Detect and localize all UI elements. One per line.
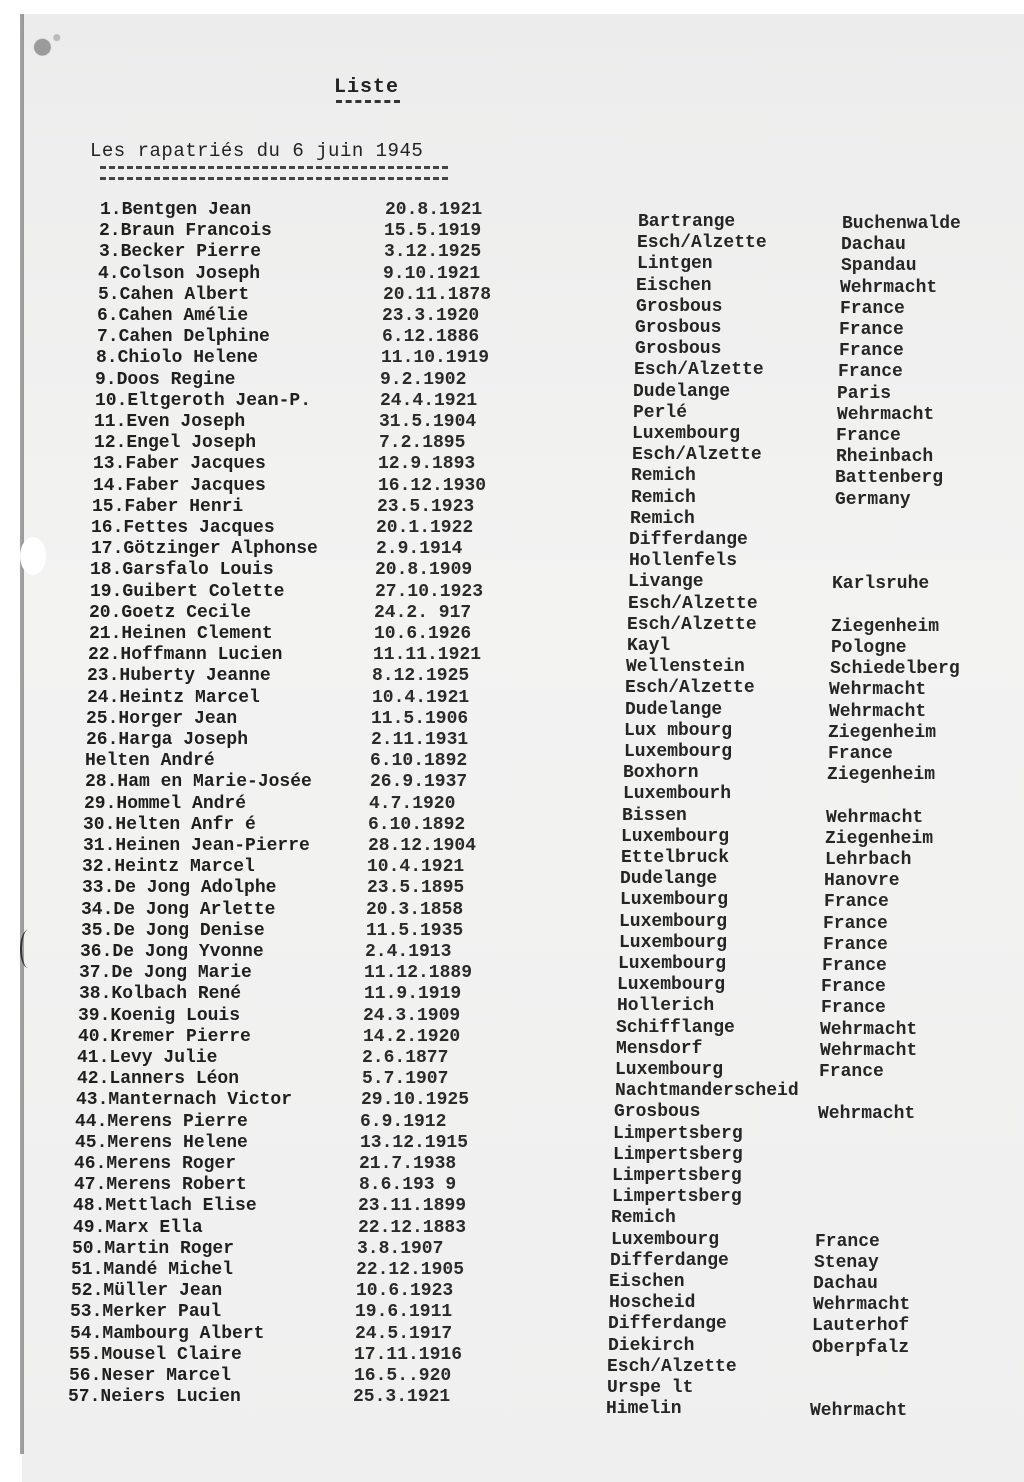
entry-place: Remich [611,1208,676,1229]
entry-name: 57.Neiers Lucien [68,1387,241,1408]
entry-name: 9.Doos Regine [95,369,236,390]
entry-birthdate: 22.12.1883 [358,1217,467,1238]
entry-name: 23.Huberty Jeanne [87,666,271,687]
entry-place: Nachtmanderscheid [615,1081,799,1102]
entry-name: 7.Cahen Delphine [97,327,270,348]
entry-place: Urspe lt [607,1378,694,1398]
entry-destination: France [822,956,887,976]
entry-place: Grosbous [635,339,722,360]
page-subtitle: Les rapatriés du 6 juin 1945 [90,140,424,162]
entry-birthdate: 3.12.1925 [384,242,482,263]
entry-name: 37.De Jong Marie [79,963,252,984]
entry-destination: Wehrmacht [820,1040,918,1061]
entry-birthdate: 11.5.1906 [371,708,469,729]
entry-birthdate: 16.5..920 [354,1366,452,1386]
entry-name: 14.Faber Jacques [93,475,266,496]
entry-place: Differdange [610,1250,729,1271]
entry-birthdate: 20.8.1909 [375,560,473,581]
entry-birthdate: 20.8.1921 [385,200,483,220]
entry-birthdate: 11.12.1889 [364,963,473,984]
entry-place: Lintgen [637,254,713,275]
entry-destination: France [823,934,888,955]
entry-birthdate: 28.12.1904 [368,836,477,856]
entry-birthdate: 24.3.1909 [363,1005,461,1026]
entry-name: 36.De Jong Yvonne [80,942,264,962]
entry-place: Diekirch [608,1335,695,1356]
entry-name: 21.Heinen Clement [89,624,273,644]
entry-name: 17.Götzinger Alphonse [91,539,318,560]
entry-place: Luxembourg [632,424,741,444]
entry-birthdate: 11.5.1935 [366,920,464,941]
entry-birthdate: 6.10.1892 [368,814,466,835]
entry-name: 1.Bentgen Jean [100,200,252,220]
entry-place: Mensdorf [616,1038,703,1059]
entry-place: Dudelange [620,869,718,890]
entry-destination: France [821,998,886,1019]
entry-name: 33.De Jong Adolphe [82,878,277,899]
entry-name: 42.Lanners Léon [77,1069,240,1090]
entry-destination: Wehrmacht [826,807,924,828]
entry-name: 52.Müller Jean [71,1281,223,1302]
entry-birthdate: 23.5.1923 [377,496,475,517]
entry-destination: Karlsruhe [832,574,930,595]
entry-birthdate: 10.6.1926 [374,624,472,644]
entry-place: Boxhorn [623,763,699,784]
entry-destination: Oberpfalz [812,1337,910,1358]
entry-name: 40.Kremer Pierre [78,1026,251,1047]
entry-birthdate: 24.2. 917 [374,602,472,623]
entry-birthdate: 12.9.1893 [378,454,476,475]
entry-destination: Dachau [841,235,906,256]
entry-place: Remich [630,508,695,529]
entry-birthdate: 19.6.1911 [355,1302,453,1323]
entry-name: 6.Cahen Amélie [97,306,249,326]
entry-destination: France [815,1231,880,1252]
entry-birthdate: 23.3.1920 [382,306,480,326]
entry-name: 30.Helten Anfr é [83,814,256,835]
entry-birthdate: 8.12.1925 [372,666,470,687]
entry-destination: France [821,977,886,998]
entry-birthdate: 26.9.1937 [370,772,468,793]
entry-place: Esch/Alzette [607,1356,737,1377]
entry-birthdate: 6.12.1886 [382,327,480,348]
entry-place: Esch/Alzette [627,614,757,635]
entry-birthdate: 8.6.193 9 [359,1175,457,1196]
entry-birthdate: 23.5.1895 [367,878,465,899]
entry-name: 18.Garsfalo Louis [90,560,274,581]
entry-destination: Wehrmacht [837,404,935,425]
entry-name: 53.Merker Paul [70,1302,222,1323]
entry-destination: Ziegenheim [825,828,934,849]
entry-destination: Wehrmacht [829,701,927,722]
entry-name: 38.Kolbach René [79,984,242,1005]
entry-name: 26.Harga Joseph [86,730,249,750]
entry-name: 5.Cahen Albert [98,284,250,305]
entry-place: Luxembourh [623,784,732,805]
entry-birthdate: 22.12.1905 [356,1260,465,1280]
entry-place: Esch/Alzette [637,233,767,254]
entry-birthdate: 15.5.1919 [384,221,482,242]
entry-place: Kayl [627,636,671,656]
entry-place: Esch/Alzette [625,678,755,699]
entry-birthdate: 24.4.1921 [380,390,478,411]
entry-birthdate: 5.7.1907 [362,1069,449,1090]
entry-name: 50.Martin Roger [72,1238,235,1259]
entry-place: Luxembourg [619,932,728,953]
entry-name: 43.Manternach Victor [76,1090,293,1111]
entry-birthdate: 11.10.1919 [381,348,490,369]
entry-birthdate: 7.2.1895 [379,433,466,454]
entry-destination: Wehrmacht [840,277,938,298]
entry-destination: Pologne [831,638,907,658]
entry-name: 35.De Jong Denise [81,920,265,941]
entry-destination: France [836,426,901,446]
entry-place: Eischen [636,275,712,296]
entry-destination: France [819,1062,884,1082]
entry-name: 4.Colson Joseph [98,263,261,284]
entry-name: 12.Engel Joseph [94,433,257,454]
entry-birthdate: 13.12.1915 [360,1132,469,1153]
entry-name: 45.Merens Helene [75,1132,248,1153]
entry-birthdate: 20.11.1878 [383,284,492,305]
entry-birthdate: 2.4.1913 [365,942,452,962]
entry-destination: France [839,341,904,362]
entry-name: 39.Koenig Louis [78,1005,241,1026]
entry-place: Esch/Alzette [634,360,764,381]
entry-place: Luxembourg [621,826,730,847]
entry-destination: Ziegenheim [827,765,936,786]
entry-destination: Lehrbach [825,850,912,870]
entry-destination: Wehrmacht [818,1104,916,1125]
entry-destination: Ziegenheim [828,722,937,743]
entry-place: Differdange [608,1314,727,1335]
entry-destination: France [840,298,905,319]
entry-birthdate: 24.5.1917 [355,1323,453,1344]
entry-destination: Buchenwalde [842,214,961,234]
entry-destination: Stenay [814,1252,879,1273]
entry-name: 47.Merens Robert [74,1175,247,1196]
entry-name: 22.Hoffmann Lucien [88,645,283,666]
entry-birthdate: 3.8.1907 [357,1238,444,1259]
entry-destination: Ziegenheim [831,616,940,637]
entry-destination: Hanovre [824,871,900,892]
entry-destination: Spandau [841,256,917,277]
table-row [0,1387,1024,1422]
entry-name: 48.Mettlach Elise [73,1196,257,1217]
entry-name: 8.Chiolo Helene [96,348,259,369]
entry-name: 3.Becker Pierre [99,242,262,263]
entry-place: Esch/Alzette [628,593,758,614]
entry-place: Grosbous [635,318,722,338]
entry-name: 46.Merens Roger [74,1154,237,1174]
entry-birthdate: 2.11.1931 [371,730,469,750]
entry-destination: France [839,320,904,340]
entry-destination: France [824,892,889,913]
entry-place: Luxembourg [619,911,728,932]
entry-name: 2.Braun Francois [99,221,272,242]
entry-birthdate: 21.7.1938 [359,1154,457,1174]
entry-place: Dudelange [625,699,723,720]
entry-name: 16.Fettes Jacques [91,518,275,538]
entry-birthdate: 20.1.1922 [376,518,474,538]
entry-place: Bartrange [638,212,736,232]
entry-place: Remich [631,487,696,508]
entry-birthdate: 6.10.1892 [370,751,468,772]
entry-name: 19.Guibert Colette [90,581,285,602]
entry-name: 41.Levy Julie [77,1048,218,1068]
entry-place: Remich [631,466,696,487]
entry-name: Helten André [85,751,215,772]
entry-name: 34.De Jong Arlette [81,899,276,920]
entry-place: Eischen [609,1272,685,1292]
entry-destination: Lauterhof [812,1316,910,1337]
page-title: Liste [334,76,400,99]
entry-birthdate: 31.5.1904 [379,412,477,432]
entry-birthdate: 25.3.1921 [353,1387,451,1408]
entry-name: 32.Heintz Marcel [82,857,255,878]
entry-name: 25.Horger Jean [86,708,238,729]
entry-destination: Wehrmacht [829,680,927,701]
entry-name: 24.Heintz Marcel [87,687,260,708]
entry-place: Lux mbourg [624,720,733,741]
entry-name: 56.Neser Marcel [69,1366,232,1386]
entry-birthdate: 10.4.1921 [372,687,470,708]
entry-name: 54.Mambourg Albert [70,1323,265,1344]
entry-name: 55.Mousel Claire [69,1344,242,1365]
entry-destination: Battenberg [835,468,944,489]
entry-place: Luxembourg [611,1229,720,1250]
entry-place: Grosbous [614,1102,701,1123]
entry-destination: France [828,744,893,764]
entry-birthdate: 4.7.1920 [369,793,456,814]
entry-name: 10.Eltgeroth Jean-P. [95,390,312,411]
entry-birthdate: 14.2.1920 [363,1026,461,1047]
entry-name: 28.Ham en Marie-Josée [85,772,312,793]
entry-birthdate: 23.11.1899 [358,1196,467,1217]
entry-birthdate: 2.6.1877 [362,1048,449,1068]
entry-birthdate: 16.12.1930 [378,475,487,496]
entry-place: Luxembourg [617,975,726,996]
entry-place: Luxembourg [615,1060,724,1080]
entry-destination: France [823,913,888,934]
entry-name: 31.Heinen Jean-Pierre [83,836,310,856]
entry-name: 29.Hommel André [84,793,247,814]
entry-place: Luxembourg [620,890,729,911]
entry-birthdate: 10.6.1923 [356,1281,454,1302]
entry-place: Wellenstein [626,657,745,678]
entry-birthdate: 11.9.1919 [364,984,462,1005]
entry-destination: Schiedelberg [830,659,960,680]
entry-name: 13.Faber Jacques [93,454,266,475]
entry-place: Luxembourg [624,742,733,762]
entry-place: Hoscheid [609,1293,696,1314]
entry-destination: Wehrmacht [820,1019,918,1040]
entry-destination: France [838,362,903,383]
entry-destination: Germany [835,489,911,510]
entry-place: Differdange [629,530,748,550]
entry-place: Limpertsberg [612,1187,742,1208]
entry-name: 51.Mandé Michel [71,1260,234,1280]
entry-name: 49.Marx Ella [73,1217,203,1238]
entry-birthdate: 6.9.1912 [360,1111,447,1132]
entry-place: Limpertsberg [613,1123,743,1144]
entry-birthdate: 2.9.1914 [376,539,463,560]
entry-place: Schifflange [616,1017,735,1038]
entry-place: Hollerich [617,996,715,1017]
entry-place: Luxembourg [618,954,727,974]
entry-place: Limpertsberg [613,1144,743,1165]
entry-place: Limpertsberg [612,1166,742,1186]
entry-destination: Rheinbach [836,447,934,468]
entry-place: Grosbous [636,296,723,317]
entry-destination: Wehrmacht [813,1295,911,1316]
entry-birthdate: 20.3.1858 [366,899,464,920]
entry-name: 44.Merens Pierre [75,1111,248,1132]
entry-place: Hollenfels [629,551,738,572]
entry-name: 11.Even Joseph [94,412,246,432]
entry-name: 15.Faber Henri [92,496,244,517]
entry-birthdate: 9.10.1921 [383,263,481,284]
entry-birthdate: 27.10.1923 [375,581,484,602]
entry-birthdate: 17.11.1916 [354,1344,463,1365]
entry-birthdate: 11.11.1921 [373,645,482,666]
entry-name: 20.Goetz Cecile [89,602,252,623]
entry-destination: Dachau [813,1274,878,1294]
entry-destination: Paris [837,383,892,404]
entry-birthdate: 9.2.1902 [380,369,467,390]
entry-place: Perlé [633,402,688,423]
entry-place: Ettelbruck [621,848,730,868]
entry-destination: Wehrmacht [810,1401,908,1422]
entry-place: Dudelange [633,381,731,402]
entry-birthdate: 29.10.1925 [361,1090,470,1111]
entry-birthdate: 10.4.1921 [367,857,465,878]
entry-place: Esch/Alzette [632,445,762,466]
entry-place: Himelin [606,1399,682,1420]
entry-place: Livange [628,572,704,593]
entry-place: Bissen [622,805,687,826]
